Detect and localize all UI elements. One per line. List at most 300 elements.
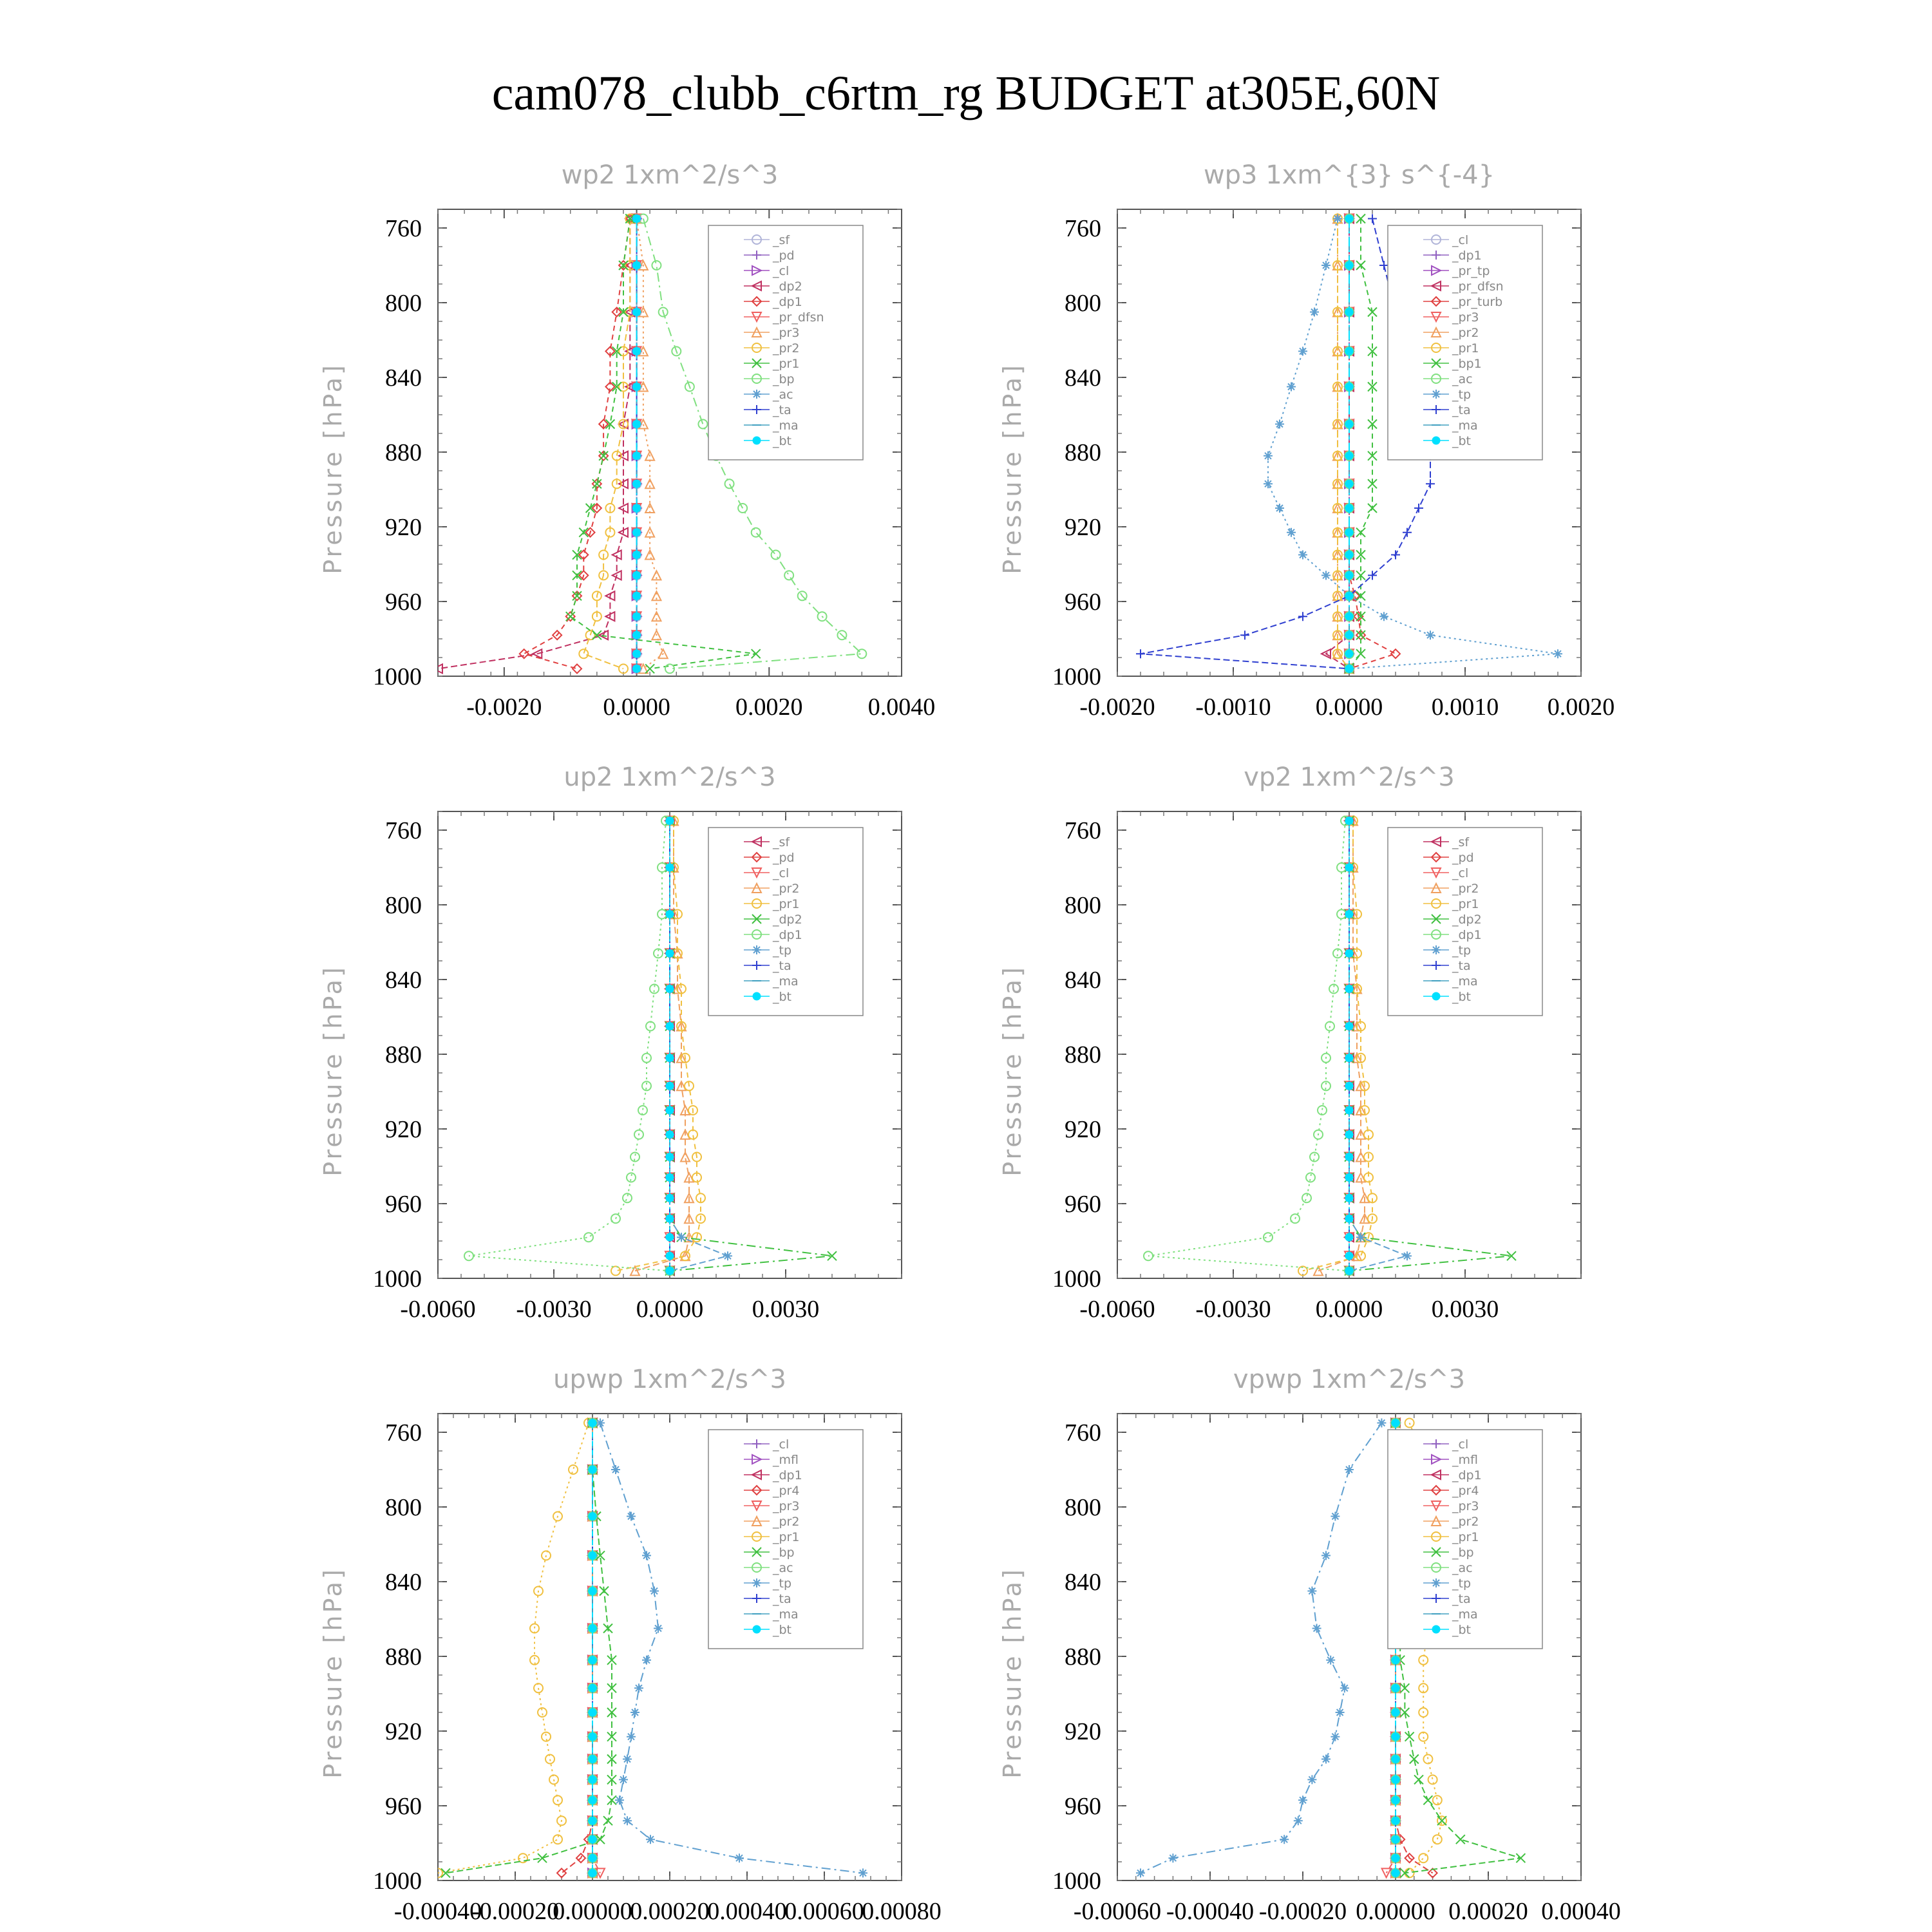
- panel-6-series-bt-point-0: [1392, 1419, 1399, 1427]
- panel-5-series-bt-point-12: [589, 1796, 596, 1804]
- panel-5-series-tp-point-4: [650, 1587, 659, 1596]
- panel-5-series-tp-point-11: [619, 1775, 628, 1784]
- panel-5-series-tp-point-5: [654, 1624, 663, 1633]
- panel-5-xtick-label: 0.00040: [707, 1898, 787, 1925]
- panel-2-xtick-label: -0.0020: [1079, 694, 1155, 721]
- panel-2-series-tp-point-6: [1264, 451, 1273, 460]
- panel-2-series-bt-point-13: [1345, 612, 1353, 620]
- panel-4-series-bt-point-3: [1345, 949, 1353, 957]
- panel-5-ytick-label: 880: [385, 1643, 422, 1671]
- panel-4-xtick-label: 0.0000: [1315, 1296, 1383, 1323]
- panel-4-legend-item-cl-label: _cl: [1452, 866, 1469, 880]
- panel-1-legend-item-ac-label: _ac: [773, 388, 793, 402]
- panel-4-ytick-label: 880: [1065, 1041, 1101, 1068]
- panel-3-series-tp-point-14: [677, 1233, 686, 1242]
- panel-2-legend-item-tp-label: _tp: [1452, 388, 1472, 402]
- panel-1-ytick-label: 1000: [373, 663, 422, 690]
- panel-5-series-tp-point-7: [634, 1683, 643, 1692]
- panel-3-series-bt-point-16: [666, 1267, 674, 1274]
- panel-1-legend: [708, 225, 863, 460]
- panel-5-legend-item-pr3-label: _pr3: [773, 1499, 800, 1513]
- panel-2-series-tp-point-7: [1264, 479, 1273, 488]
- panel-1-series-bt-point-3: [633, 347, 641, 355]
- panel-4-series-bt-point-5: [1345, 1023, 1353, 1030]
- panel-4-series-tp-point-14: [1356, 1233, 1365, 1242]
- panel-5-series-bt-point-4: [589, 1587, 596, 1595]
- panel-6-series-tp-point-8: [1336, 1708, 1345, 1717]
- panel-4-ytick-label: 840: [1065, 967, 1101, 994]
- panel-6-legend-item-tp-label: _tp: [1452, 1577, 1472, 1591]
- panel-1-ylabel: Pressure [hPa]: [319, 363, 347, 574]
- panel-6-xtick-label: 0.00040: [1541, 1898, 1621, 1925]
- panel-4-series-bt-point-10: [1345, 1153, 1353, 1161]
- panel-6-series-tp-point-5: [1312, 1624, 1321, 1633]
- panel-5-xtick-label: -0.00020: [471, 1898, 560, 1925]
- panel-3-series-bt-point-13: [666, 1215, 674, 1222]
- panel-2-legend-item-pr1-label: _pr1: [1452, 341, 1479, 355]
- panel-4-ytick-label: 760: [1065, 817, 1101, 844]
- panel-4-series-bt-point-7: [1345, 1082, 1353, 1090]
- panel-2-legend-item-cl-label: _cl: [1452, 233, 1469, 247]
- panel-1-series-bt-point-10: [633, 551, 641, 559]
- panel-6-xtick-label: -0.00020: [1258, 1898, 1347, 1925]
- panel-1-series-bt-point-0: [633, 215, 641, 223]
- panel-5-series-bt-point-9: [589, 1733, 596, 1741]
- panel-6-xtick-label: -0.00040: [1166, 1898, 1255, 1925]
- panel-3-ytick-label: 1000: [373, 1265, 422, 1293]
- panel-1-legend-item-pr3-label: _pr3: [773, 326, 800, 340]
- panel-5-legend: [708, 1430, 863, 1649]
- panel-1-legend-item-pr-dfsn-label: _pr_dfsn: [773, 310, 824, 325]
- panel-2-series-tp-point-8: [1275, 504, 1284, 513]
- panel-2-ytick-label: 960: [1065, 589, 1101, 616]
- panel-1-series-bt-point-12: [633, 592, 641, 600]
- panel-5-legend-item-ta-label: _ta: [773, 1592, 791, 1606]
- panel-5-ytick-label: 760: [385, 1419, 422, 1446]
- panel-6-ytick-label: 840: [1065, 1569, 1101, 1596]
- panel-2-series-tp-point-0: [1333, 214, 1342, 223]
- panel-6-legend-item-cl-label: _cl: [1452, 1437, 1469, 1452]
- panel-4-legend-item-pr2-label: _pr2: [1452, 882, 1479, 896]
- panel-5-legend-item-ma-label: _ma: [773, 1607, 799, 1622]
- panel-3-legend-item-pr1-label: _pr1: [773, 897, 800, 911]
- panel-6-series-tp-point-2: [1331, 1512, 1340, 1521]
- panel-4-legend: [1388, 828, 1542, 1016]
- panel-2-legend-item-pr2-label: _pr2: [1452, 326, 1479, 340]
- panel-3-xtick-label: -0.0060: [400, 1296, 476, 1323]
- panel-3-series-bt-point-0: [666, 817, 674, 825]
- panel-6-series-tp-point-4: [1307, 1587, 1316, 1596]
- panel-2-series-bt-point-16: [1345, 665, 1353, 672]
- panel-1-series-bt-point-1: [633, 261, 641, 269]
- panel-6-legend-item-bp-label: _bp: [1452, 1546, 1474, 1560]
- panel-2-series-tp-point-10: [1298, 551, 1307, 560]
- panel-4-legend-item-bt-label: _bt: [1452, 990, 1472, 1004]
- panel-2-legend-item-ac-label: _ac: [1452, 372, 1473, 386]
- panel-1-ytick-label: 880: [385, 439, 422, 466]
- panel-3-ytick-label: 840: [385, 967, 422, 994]
- panel-3-xtick-label: 0.0030: [752, 1296, 820, 1323]
- panel-6-title: vpwp 1xm^2/s^3: [1233, 1365, 1466, 1394]
- panel-2-series-tp-point-3: [1298, 346, 1307, 355]
- panel-1-legend-item-bt-label: _bt: [773, 434, 792, 448]
- panel-5-series-bt-point-7: [589, 1684, 596, 1692]
- panel-2-series-tp-point-4: [1287, 383, 1296, 392]
- panel-2-xtick-label: 0.0000: [1315, 694, 1383, 721]
- panel-1-legend-item-ta-label: _ta: [773, 403, 791, 417]
- panel-5-xtick-label: 0.00000: [553, 1898, 632, 1925]
- panel-2-series-bt-point-9: [1345, 529, 1353, 536]
- panel-4-legend-item-tp-label: _tp: [1452, 943, 1472, 958]
- panel-5-series-bt-point-8: [589, 1709, 596, 1716]
- figure-title: cam078_clubb_c6rtm_rg BUDGET at305E,60N: [491, 66, 1441, 120]
- panel-2-series-tp-point-11: [1321, 571, 1331, 580]
- panel-2-series-bt-point-3: [1345, 347, 1353, 355]
- panel-6-xtick-label: 0.00020: [1448, 1898, 1528, 1925]
- panel-4-series-bt-point-8: [1345, 1106, 1353, 1114]
- panel-4-series-tp-point-15: [1403, 1251, 1412, 1260]
- panel-2-legend-item-dp1-label: _dp1: [1452, 249, 1482, 263]
- panel-2-series-bt-point-12: [1345, 592, 1353, 600]
- panel-2-ytick-label: 800: [1065, 290, 1101, 317]
- panel-6-xtick-label: 0.00000: [1356, 1898, 1435, 1925]
- panel-5-series-bt-point-15: [589, 1854, 596, 1862]
- panel-1-series-bt-point-16: [633, 665, 641, 672]
- panel-2-xtick-label: 0.0020: [1547, 694, 1615, 721]
- panel-6-series-bt-point-13: [1392, 1817, 1399, 1824]
- panel-4-ytick-label: 960: [1065, 1191, 1101, 1218]
- panel-2-series-bt-point-6: [1345, 452, 1353, 460]
- panel-6-ylabel: Pressure [hPa]: [998, 1567, 1027, 1779]
- panel-4-legend-item-ma-label: _ma: [1452, 974, 1478, 989]
- panel-2-legend-item-pr-tp-label: _pr_tp: [1452, 264, 1490, 278]
- panel-3-ytick-label: 880: [385, 1041, 422, 1068]
- panel-6-legend-item-bt-label: _bt: [1452, 1623, 1472, 1637]
- panel-4-series-bt-point-6: [1345, 1054, 1353, 1062]
- panel-5-series-tp-point-2: [627, 1512, 636, 1521]
- panel-6-ytick-label: 920: [1065, 1718, 1101, 1745]
- panel-2-legend-item-bt-label: _bt: [1452, 434, 1472, 448]
- panel-5-series-bt-point-16: [589, 1869, 596, 1877]
- panel-2-series-bt-point-15: [1345, 650, 1353, 658]
- panel-5-legend-item-pr4-label: _pr4: [773, 1484, 800, 1498]
- panel-3-series-bt-point-7: [666, 1082, 674, 1090]
- panel-2-xtick-label: -0.0010: [1195, 694, 1271, 721]
- panel-6-legend-item-ta-label: _ta: [1452, 1592, 1471, 1606]
- panel-6-legend-item-dp1-label: _dp1: [1452, 1468, 1482, 1482]
- panel-3-ylabel: Pressure [hPa]: [319, 965, 347, 1177]
- panel-2-series-tp-point-2: [1310, 308, 1319, 317]
- panel-5-series-tp-point-1: [611, 1465, 620, 1474]
- panel-1-xtick-label: 0.0040: [867, 694, 936, 721]
- panel-1-series-bt-point-6: [633, 452, 641, 460]
- panel-4-legend-item-pr1-label: _pr1: [1452, 897, 1479, 911]
- panel-2-legend-item-pr-turb-label: _pr_turb: [1452, 295, 1503, 309]
- panel-3-xtick-label: -0.0030: [516, 1296, 592, 1323]
- panel-6-series-bt-point-10: [1392, 1756, 1399, 1763]
- panel-6-legend-item-ac-label: _ac: [1452, 1561, 1473, 1575]
- panel-4-legend-item-bt-point-legend: [1432, 992, 1440, 1000]
- panel-2-series-bt-point-8: [1345, 504, 1353, 512]
- panel-5-title: upwp 1xm^2/s^3: [553, 1365, 786, 1394]
- panel-6-legend-item-bt-point-legend: [1432, 1625, 1440, 1633]
- panel-5-series-bt-point-0: [589, 1419, 596, 1427]
- panel-6-series-tp-point-0: [1377, 1419, 1386, 1428]
- panel-2-series-tp-point-13: [1379, 612, 1388, 621]
- panel-5-series-tp-point-8: [630, 1708, 639, 1717]
- panel-6-ytick-label: 760: [1065, 1419, 1101, 1446]
- panel-6-series-bt-point-15: [1392, 1854, 1399, 1862]
- panel-6-series-bt-point-16: [1392, 1869, 1399, 1877]
- panel-5-legend-item-pr1-label: _pr1: [773, 1530, 800, 1544]
- panel-2-series-tp-point-14: [1426, 630, 1435, 639]
- panel-2-ylabel: Pressure [hPa]: [998, 363, 1027, 574]
- panel-3-legend-item-dp2-label: _dp2: [773, 913, 802, 927]
- panel-4-xtick-label: -0.0030: [1195, 1296, 1271, 1323]
- panel-5-series-bt-point-11: [589, 1776, 596, 1783]
- panel-3-series-bt-point-3: [666, 949, 674, 957]
- panel-5-series-tp-point-9: [627, 1732, 636, 1741]
- panel-3-legend-item-pd-label: _pd: [773, 851, 795, 865]
- panel-6-series-bt-point-8: [1392, 1709, 1399, 1716]
- panel-2-legend-item-bt-point-legend: [1432, 437, 1440, 444]
- panel-5-series-tp-point-3: [642, 1551, 651, 1560]
- panel-2-series-bt-point-1: [1345, 261, 1353, 269]
- panel-3-legend-item-sf-label: _sf: [773, 835, 790, 849]
- panel-2-series-bt-point-2: [1345, 308, 1353, 316]
- panel-6-legend-item-pr1-label: _pr1: [1452, 1530, 1479, 1544]
- panel-2-legend: [1388, 225, 1542, 460]
- panel-2-legend-item-bp1-label: _bp1: [1452, 357, 1482, 371]
- panel-3-legend-item-cl-label: _cl: [773, 866, 790, 880]
- panel-1-legend-item-pd-label: _pd: [773, 249, 795, 263]
- panel-1-series-bt-point-7: [633, 480, 641, 488]
- panel-4-legend-item-dp2-label: _dp2: [1452, 913, 1482, 927]
- panel-1-series-bt-point-11: [633, 571, 641, 579]
- panel-6-series-tp-point-12: [1298, 1795, 1307, 1804]
- panel-1-xtick-label: -0.0020: [466, 694, 542, 721]
- panel-3-legend-item-pr2-label: _pr2: [773, 882, 800, 896]
- panel-4-ytick-label: 920: [1065, 1116, 1101, 1143]
- panel-6-series-tp-point-16: [1136, 1868, 1145, 1877]
- panel-5-series-bt-point-3: [589, 1551, 596, 1559]
- panel-4-series-bt-point-14: [1345, 1233, 1353, 1241]
- panel-5-legend-item-tp-label: _tp: [773, 1577, 792, 1591]
- panel-4-series-bt-point-0: [1345, 817, 1353, 825]
- panel-6-legend-item-mfl-label: _mfl: [1452, 1453, 1478, 1467]
- panel-2-ytick-label: 920: [1065, 514, 1101, 541]
- panel-6-ytick-label: 800: [1065, 1494, 1101, 1521]
- panel-3-xtick-label: 0.0000: [636, 1296, 704, 1323]
- panel-4-ytick-label: 800: [1065, 892, 1101, 919]
- panel-3-series-bt-point-2: [666, 911, 674, 918]
- panel-5-ytick-label: 960: [385, 1793, 422, 1820]
- panel-4-xtick-label: -0.0060: [1079, 1296, 1155, 1323]
- panel-5-series-tp-point-16: [858, 1868, 867, 1877]
- panel-1-xtick-label: 0.0000: [603, 694, 670, 721]
- panel-4-series-bt-point-11: [1345, 1173, 1353, 1181]
- panel-5-series-tp-point-13: [623, 1816, 632, 1825]
- panel-3-series-bt-point-12: [666, 1194, 674, 1202]
- panel-5-xtick-label: 0.00080: [862, 1898, 942, 1925]
- panel-2-series-bt-point-5: [1345, 421, 1353, 428]
- panel-5-series-tp-point-15: [735, 1853, 744, 1862]
- panel-6-legend-item-pr2-label: _pr2: [1452, 1515, 1479, 1529]
- panel-6-series-tp-point-1: [1345, 1465, 1354, 1474]
- panel-5-xtick-label: 0.00020: [630, 1898, 710, 1925]
- panel-2-ytick-label: 760: [1065, 215, 1101, 242]
- panel-3-series-bt-point-5: [666, 1023, 674, 1030]
- panel-5-legend-item-dp1-label: _dp1: [773, 1468, 802, 1482]
- panel-3-series-bt-point-8: [666, 1106, 674, 1114]
- panel-2-ytick-label: 880: [1065, 439, 1101, 466]
- panel-2-ytick-label: 840: [1065, 365, 1101, 392]
- panel-1-series-bt-point-4: [633, 383, 641, 391]
- panel-3-ytick-label: 800: [385, 892, 422, 919]
- panel-6-series-tp-point-14: [1280, 1835, 1289, 1844]
- panel-1-title: wp2 1xm^2/s^3: [561, 160, 779, 190]
- panel-6-series-tp-point-7: [1340, 1683, 1349, 1692]
- panel-1-series-bt-point-2: [633, 308, 641, 316]
- panel-6-series-tp-point-11: [1307, 1775, 1316, 1784]
- panel-1-legend-item-ac-point-legend: [752, 390, 761, 399]
- panel-2-series-tp-point-1: [1321, 261, 1331, 270]
- panel-4-ylabel: Pressure [hPa]: [998, 965, 1027, 1177]
- panel-5-series-bt-point-1: [589, 1466, 596, 1473]
- panel-5-ytick-label: 920: [385, 1718, 422, 1745]
- panel-6-series-tp-point-9: [1331, 1732, 1340, 1741]
- panel-5-legend-item-bt-point-legend: [753, 1625, 761, 1633]
- panel-6-series-bt-point-11: [1392, 1776, 1399, 1783]
- panel-6-series-tp-point-15: [1168, 1853, 1177, 1862]
- panel-3-ytick-label: 760: [385, 817, 422, 844]
- panel-5-series-bt-point-6: [589, 1656, 596, 1664]
- panel-3-legend-item-tp-point-legend: [752, 945, 761, 954]
- panel-5-legend-item-tp-point-legend: [752, 1578, 761, 1587]
- panel-4-series-bt-point-2: [1345, 911, 1353, 918]
- panel-2-legend-item-pr-dfsn-label: _pr_dfsn: [1452, 279, 1504, 294]
- panel-2-series-tp-point-5: [1275, 420, 1284, 429]
- panel-6-xtick-label: -0.00060: [1073, 1898, 1162, 1925]
- panel-4-legend-item-sf-label: _sf: [1452, 835, 1470, 849]
- panel-3-series-bt-point-11: [666, 1173, 674, 1181]
- panel-3-legend-item-bt-point-legend: [753, 992, 761, 1000]
- panel-6-legend-item-pr4-label: _pr4: [1452, 1484, 1479, 1498]
- panel-4-series-bt-point-16: [1345, 1267, 1353, 1274]
- panel-3-legend: [708, 828, 863, 1016]
- panel-6-series-bt-point-6: [1392, 1656, 1399, 1664]
- panel-3-series-bt-point-15: [666, 1252, 674, 1260]
- panel-1-series-bt-point-5: [633, 421, 641, 428]
- panel-1-legend-item-sf-label: _sf: [773, 233, 790, 247]
- panel-6-series-bt-point-14: [1392, 1835, 1399, 1843]
- panel-3-series-bt-point-10: [666, 1153, 674, 1161]
- panel-5-series-bt-point-2: [589, 1513, 596, 1520]
- panel-4-series-bt-point-12: [1345, 1194, 1353, 1202]
- panel-3-series-bt-point-4: [666, 985, 674, 993]
- panel-1-series-bt-point-8: [633, 504, 641, 512]
- panel-3-legend-item-tp-label: _tp: [773, 943, 792, 958]
- panel-6-series-tp-point-10: [1321, 1755, 1331, 1764]
- panel-4-legend-item-ta-label: _ta: [1452, 959, 1471, 973]
- panel-2-legend-item-ma-label: _ma: [1452, 419, 1478, 433]
- panel-3-ytick-label: 960: [385, 1191, 422, 1218]
- panel-6-series-bt-point-12: [1392, 1796, 1399, 1804]
- panel-5-ylabel: Pressure [hPa]: [319, 1567, 347, 1779]
- panel-5-series-bt-point-14: [589, 1835, 596, 1843]
- panel-4-ytick-label: 1000: [1052, 1265, 1101, 1293]
- panel-6-series-tp-point-3: [1321, 1551, 1331, 1560]
- panel-5-series-tp-point-6: [642, 1656, 651, 1665]
- panel-2-series-bt-point-4: [1345, 383, 1353, 391]
- panel-4-series-bt-point-15: [1345, 1252, 1353, 1260]
- panel-5-series-tp-point-14: [646, 1835, 655, 1844]
- panel-5-series-bt-point-10: [589, 1756, 596, 1763]
- panel-3-series-tp-point-15: [723, 1251, 732, 1260]
- panel-3-series-bt-point-9: [666, 1131, 674, 1139]
- panel-5-legend-item-mfl-label: _mfl: [773, 1453, 799, 1467]
- panel-2-xtick-label: 0.0010: [1431, 694, 1499, 721]
- panel-2-series-bt-point-14: [1345, 631, 1353, 639]
- panel-1-ytick-label: 920: [385, 514, 422, 541]
- panel-6-legend-item-ma-label: _ma: [1452, 1607, 1478, 1622]
- panel-5-series-tp-point-10: [623, 1755, 632, 1764]
- panel-4-legend-item-dp1-label: _dp1: [1452, 928, 1482, 942]
- panel-5-legend-item-pr2-label: _pr2: [773, 1515, 800, 1529]
- panel-5-legend-item-bt-label: _bt: [773, 1623, 792, 1637]
- panel-5-series-tp-point-12: [615, 1795, 624, 1804]
- panel-3-ytick-label: 920: [385, 1116, 422, 1143]
- panel-1-xtick-label: 0.0020: [735, 694, 803, 721]
- panel-1-legend-item-dp2-label: _dp2: [773, 279, 802, 294]
- panel-2-series-tp-point-9: [1287, 528, 1296, 537]
- panel-6-legend: [1388, 1430, 1542, 1649]
- panel-6-ytick-label: 880: [1065, 1643, 1101, 1671]
- panel-5-series-bt-point-5: [589, 1625, 596, 1633]
- panel-6-series-tp-point-13: [1294, 1816, 1303, 1825]
- panel-1-legend-item-bt-point-legend: [753, 437, 761, 444]
- panel-1-ytick-label: 840: [385, 365, 422, 392]
- panel-5-series-tp-point-0: [596, 1419, 605, 1428]
- panel-2-series-bt-point-7: [1345, 480, 1353, 488]
- panel-1-ytick-label: 760: [385, 215, 422, 242]
- panel-1-series-bt-point-14: [633, 631, 641, 639]
- panel-1-series-bt-point-15: [633, 650, 641, 658]
- panel-6-ytick-label: 1000: [1052, 1868, 1101, 1895]
- panel-2-legend-item-ta-label: _ta: [1452, 403, 1471, 417]
- panel-5-xtick-label: 0.00060: [784, 1898, 864, 1925]
- panel-1-series-bt-point-13: [633, 612, 641, 620]
- panel-6-legend-item-pr3-label: _pr3: [1452, 1499, 1479, 1513]
- panel-1-legend-item-cl-label: _cl: [773, 264, 790, 278]
- panel-3-title: up2 1xm^2/s^3: [564, 762, 776, 792]
- panel-4-series-bt-point-1: [1345, 864, 1353, 871]
- panel-2-series-tp-point-15: [1553, 649, 1562, 658]
- panel-2-series-bt-point-11: [1345, 571, 1353, 579]
- panel-4-legend-item-tp-point-legend: [1432, 945, 1441, 954]
- panel-5-ytick-label: 800: [385, 1494, 422, 1521]
- panel-5-xtick-label: -0.00040: [393, 1898, 482, 1925]
- panel-6-legend-item-tp-point-legend: [1432, 1578, 1441, 1587]
- panel-6-ytick-label: 960: [1065, 1793, 1101, 1820]
- panel-2-title: wp3 1xm^{3} s^{-4}: [1203, 160, 1495, 190]
- panel-5-ytick-label: 1000: [373, 1868, 422, 1895]
- panel-3-series-bt-point-14: [666, 1233, 674, 1241]
- panel-2-legend-item-pr3-label: _pr3: [1452, 310, 1479, 325]
- panel-3-legend-item-dp1-label: _dp1: [773, 928, 802, 942]
- panel-4-series-bt-point-4: [1345, 985, 1353, 993]
- panel-6-series-bt-point-9: [1392, 1733, 1399, 1741]
